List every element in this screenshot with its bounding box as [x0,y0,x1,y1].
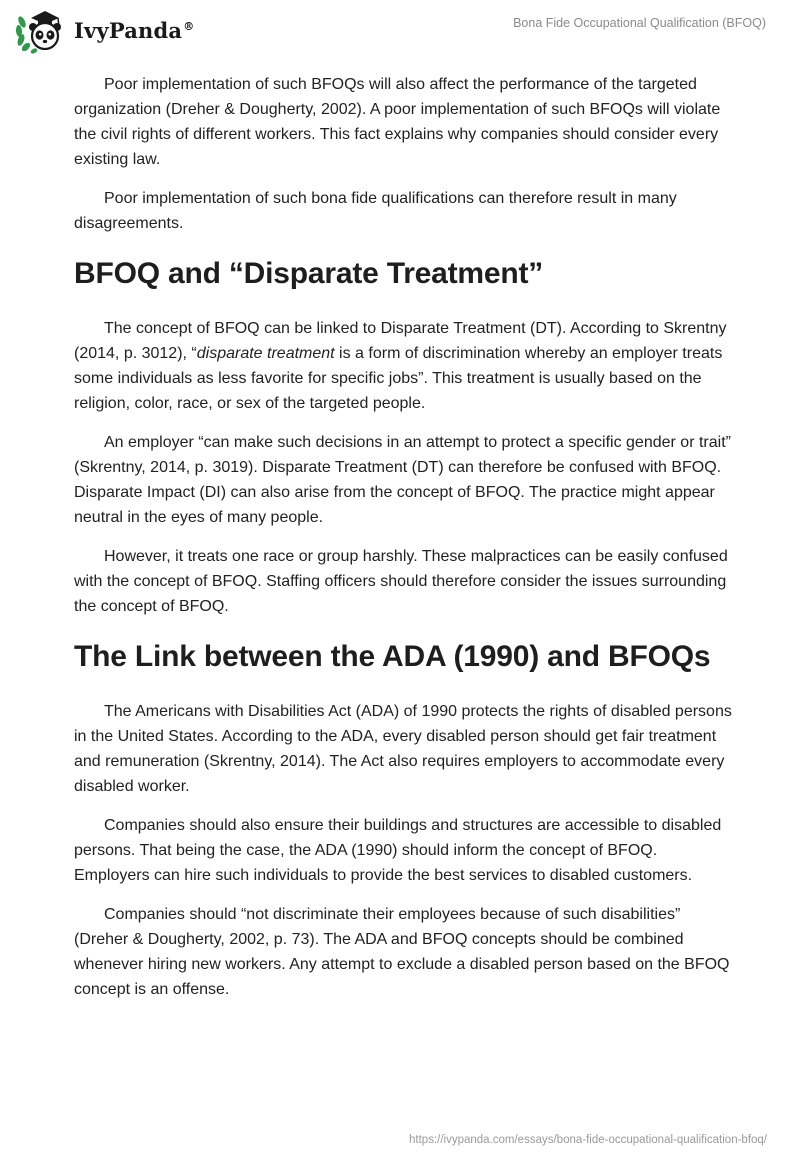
heading-bfoq-disparate-treatment: BFOQ and “Disparate Treatment” [74,257,544,290]
document-title: Bona Fide Occupational Qualification (BFOQ) [513,16,766,30]
paragraph-6: The Americans with Disabilities Act (ADA) of 1990 protects the rights of disabled persons in the United States. According to the ADA, every disabled person should get fair treatment and remuneration (Skrentny, 2014). The Act also requires employers to accommodate every disabled worker. [74,703,732,795]
paragraph-5: However, it treats one race or group harshly. These malpractices can be easily confused with the concept of BFOQ. Staffing officers should therefore consider the issues surrounding the concept of BFOQ. [74,548,728,615]
paragraph-4: An employer “can make such decisions in an attempt to protect a specific gender or trait” (Skrentny, 2014, p. 3019). Disparate Treatment (DT) can therefore be confused with BFOQ. Disparate Impact (DI) can also arise from the concept of BFOQ. The practice might appear neutral in the eyes of many people. [74,434,731,526]
panda-graduate-icon [14,6,68,54]
essay-content [74,72,734,1016]
paragraph-3-part-1: The concept of BFOQ can be linked to Disparate Treatment (DT). According to Skrentny (2014, p. 3012), “ [74,320,727,362]
page-header [0,0,800,60]
paragraph-3 [74,316,734,416]
paragraph-2: Poor implementation of such bona fide qualifications can therefore result in many disagreements. [74,190,677,232]
heading-ada-bfoqs-link: The Link between the ADA (1990) and BFOQs [74,640,711,673]
paragraph-3-part-2: is a form of discrimination whereby an employer treats some individuals as less favorite for specific jobs”. This treatment is usually based on the religion, color, race, or sex of the targeted people. [74,345,723,412]
paragraph-1: Poor implementation of such BFOQs will also affect the performance of the targeted organization (Dreher & Dougherty, 2002). A poor implementation of such BFOQs will violate the civil rights of different workers. This fact explains why companies should consider every existing law. [74,76,721,168]
paragraph-3-emphasis: disparate treatment [196,345,335,362]
ivypanda-logo[interactable] [14,6,194,54]
paragraph-7: Companies should also ensure their buildings and structures are accessible to disabled persons. That being the case, the ADA (1990) should inform the concept of BFOQ. Employers can hire such individuals to provide the best services to disabled customers. [74,817,722,884]
source-url[interactable]: https://ivypanda.com/essays/bona-fide-occupational-qualification-bfoq/ [409,1134,767,1146]
logo-text: IvyPanda® [74,17,195,43]
paragraph-8: Companies should “not discriminate their employees because of such disabilities” (Dreher & Dougherty, 2002, p. 73). The ADA and BFOQ concepts should be combined whenever hiring new workers. Any attempt to exclude a disabled person based on the BFOQ concept is an offense. [74,906,730,998]
registered-mark: ® [183,19,195,33]
